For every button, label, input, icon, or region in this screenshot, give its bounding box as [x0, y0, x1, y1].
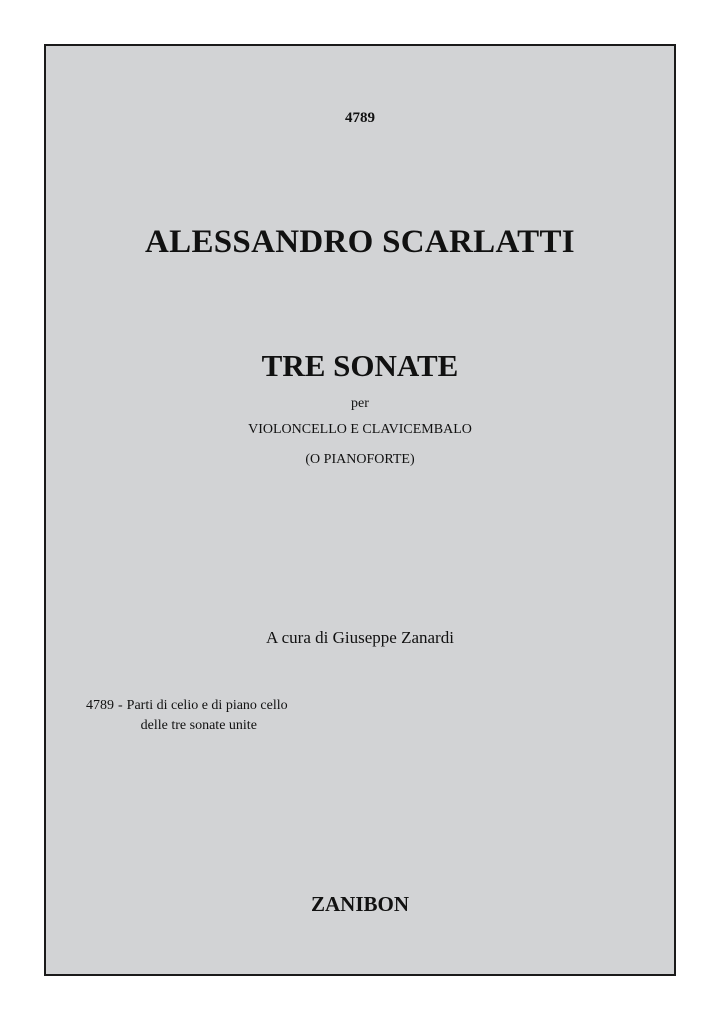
per-label: per [351, 396, 369, 411]
score-cover [44, 44, 676, 976]
editor-credit: A cura di Giuseppe Zanardi [266, 628, 454, 647]
edition-number: 4789 [86, 698, 114, 713]
edition-line-2: delle tre sonate unite [140, 718, 257, 733]
edition-note [86, 696, 288, 736]
edition-dash: - [118, 698, 123, 713]
edition-line-1: Parti di celio e di piano cello [126, 698, 288, 713]
alternative-instrument: (O PIANOFORTE) [305, 452, 415, 467]
publisher-name: ZANIBON [310, 892, 410, 916]
edition-description [127, 696, 288, 736]
instrumentation: VIOLONCELLO E CLAVICEMBALO [248, 422, 472, 437]
work-title: TRE SONATE [261, 348, 459, 383]
composer-name: ALESSANDRO SCARLATTI [145, 224, 575, 260]
catalog-number: 4789 [345, 110, 375, 126]
